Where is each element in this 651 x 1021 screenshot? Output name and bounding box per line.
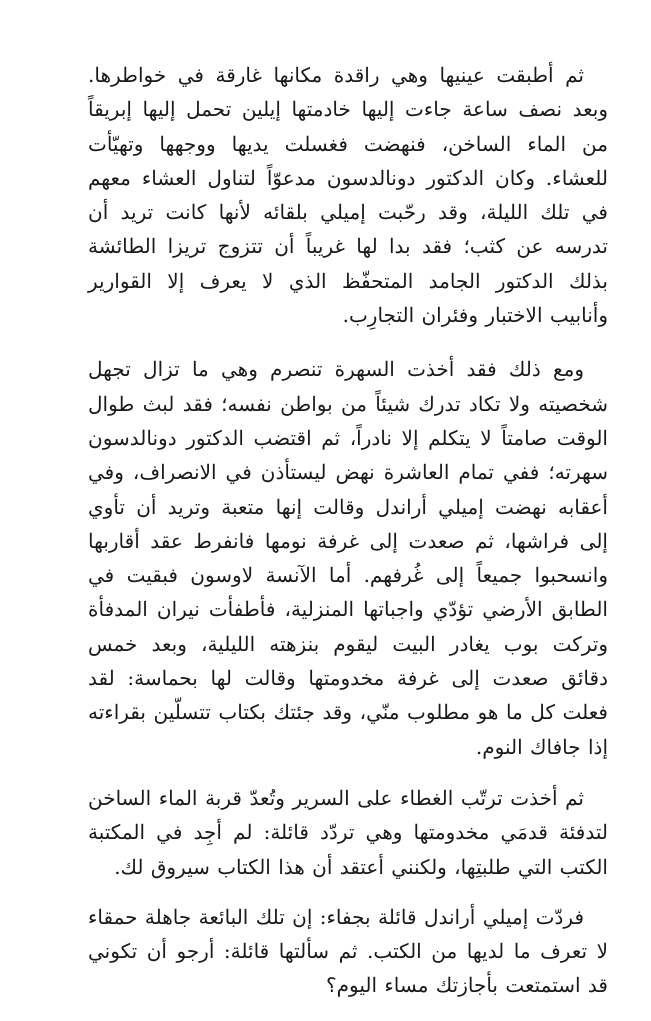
paragraph-4: فردّت إميلي أراندل قائلة بجفاء: إن تلك البائعة جاهلة حمقاء لا تعرف ما لديها من الكتب. ثم سألتها قائلة: أرجو أن تكوني قد استمتعت بأجازتك مساء اليوم؟ bbox=[88, 904, 608, 998]
paragraph-2: ومع ذلك فقد أخذت السهرة تنصرم وهي ما تزال تجهل شخصيته ولا تكاد تدرك شيئاً من بواطن نفسه؛ فقد لبث طوال الوقت صامتاً لا يتكلم إلا نادراً، ثم اقتضب الدكتور دونالدسون سهرته؛ ففي تمام العاشرة نهض ليستأذن في الانصراف، وفي أعقابه نهضت إميلي أراندل وقالت إنها متعبة وتريد أن تأوي إلى فراشها، ثم صعدت إلى غرفة نومها فانفرط عقد أقاربها وانسحبوا جميعاً إلى غُرفهم. أما الآنسة لاوسون فبقيت في الطابق الأرضي تؤدّي واجباتها المنزلية، فأطفأت نيران المدفأة وتركت بوب يغادر البيت ليقوم بنزهته الليلية، وبعد خمس دقائق صعدت إلى غرفة مخدومتها وقالت لها بحماسة: لقد فعلت كل ما هو مطلوب منّي، وقد جئتك بكتاب تتسلّين بقراءته إذا جافاك النوم. bbox=[88, 357, 608, 759]
body-text bbox=[88, 58, 608, 1021]
paragraph-3: ثم أخذت ترتّب الغطاء على السرير وتُعدّ قربة الماء الساخن لتدفئة قدمَي مخدومتها وهي تردّد قائلة: لم أجِد في المكتبة الكتب التي طلبتِها، ولكنني أعتقد أن هذا الكتاب سيروق لك. bbox=[88, 785, 608, 879]
paragraph-1: ثم أطبقت عينيها وهي راقدة مكانها غارقة في خواطرها. وبعد نصف ساعة جاءت إليها خادمتها إيلين تحمل إليها إبريقاً من الماء الساخن، فنهضت فغسلت يديها ووجهها وتهيّأت للعشاء. وكان الدكتور دونالدسون مدعوّاً لتناول العشاء معهم في تلك الليلة، وقد رحّبت إميلي بلقائه لأنها كانت تريد أن تدرسه عن كثب؛ فقد بدا لها غريباً أن تتزوج تريزا الطائشة بذلك الدكتور الجامد المتحفّظ الذي لا يعرف إلا القوارير وأنابيب الاختبار وفئران التجارِب. bbox=[88, 63, 608, 328]
